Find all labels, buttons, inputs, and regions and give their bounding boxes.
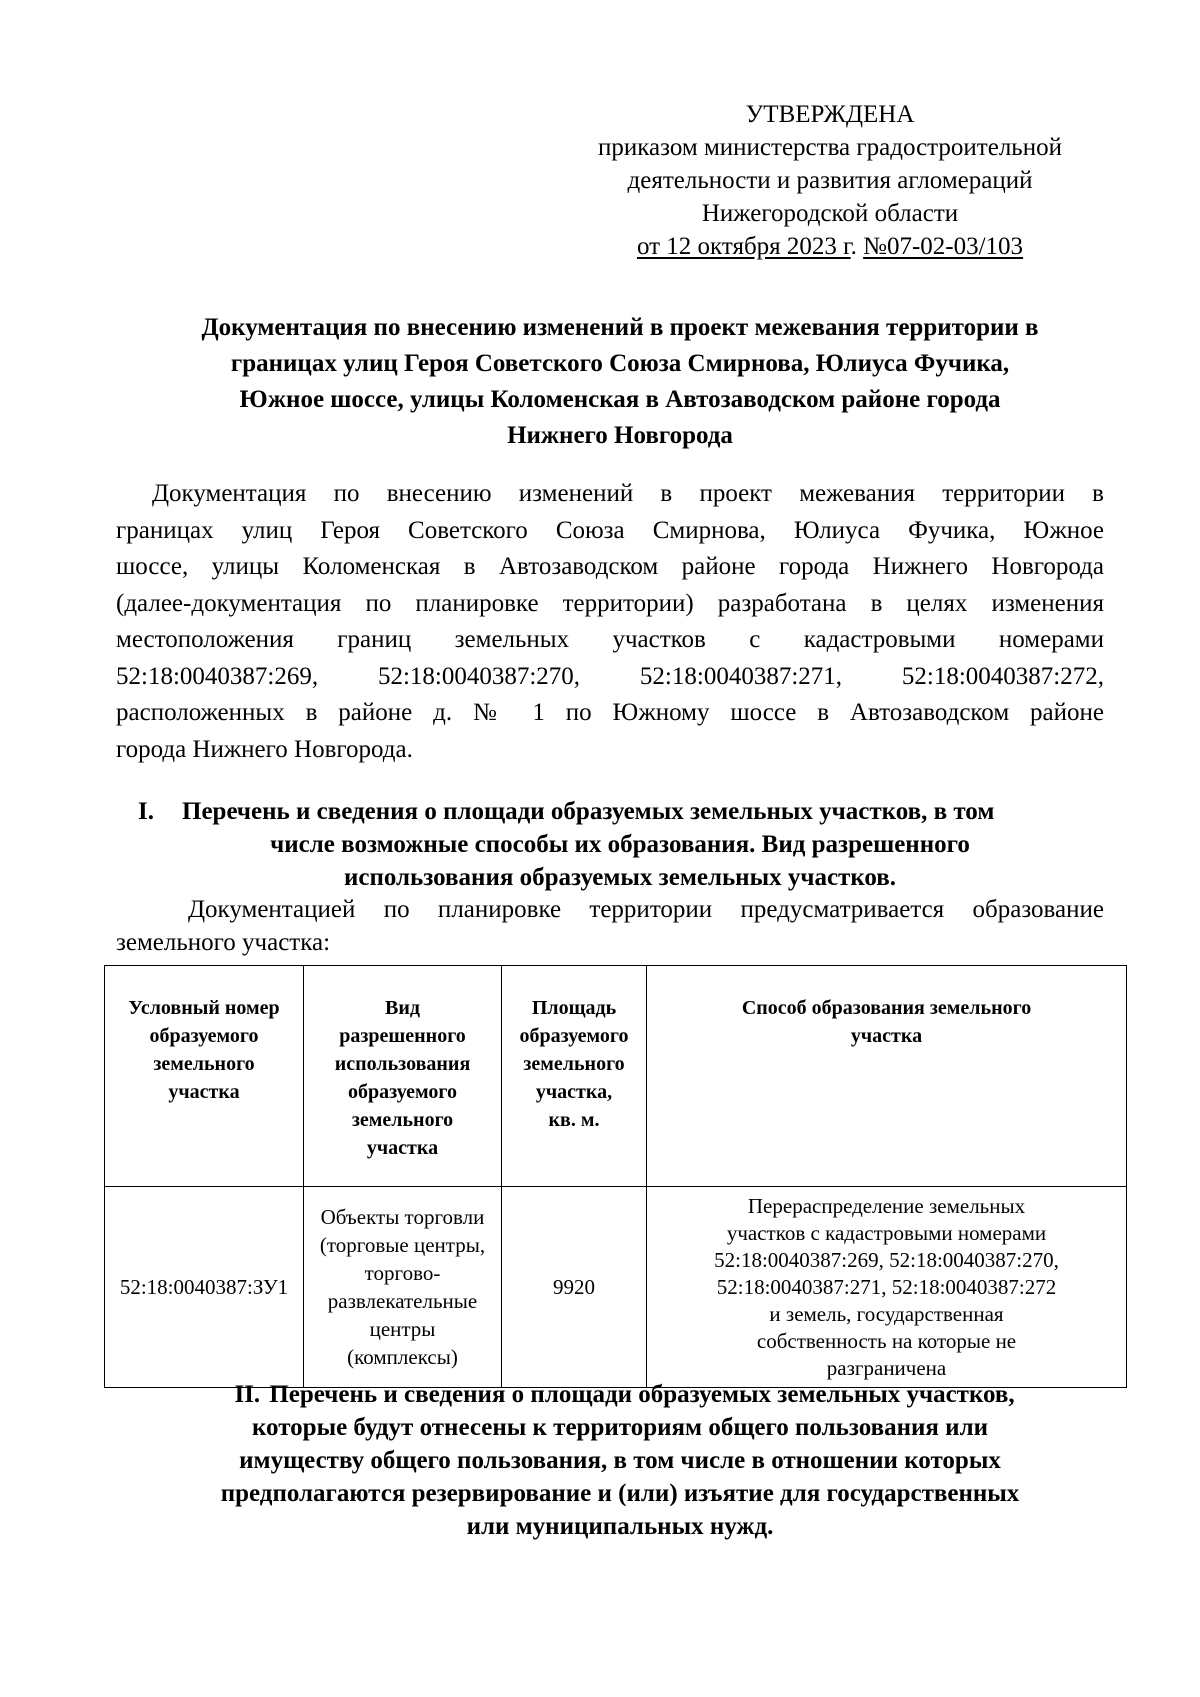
title-line: границах улиц Героя Советского Союза Смирнова, Юлиуса Фучика,: [230, 350, 1010, 377]
cell-permitted-use: [304, 1187, 502, 1388]
cell-plot-number: 52:18:0040387:ЗУ1: [105, 1187, 304, 1388]
table-row: [105, 1187, 1127, 1388]
intro-paragraph: [116, 476, 1104, 768]
cell-formation-method: [647, 1187, 1127, 1388]
header-text: Площадь: [531, 997, 617, 1019]
header-text: разрешенного: [339, 1025, 466, 1047]
intro-line: местоположения границ земельных участков с кадастровыми номерами: [116, 626, 1104, 653]
table-header-row: [105, 966, 1127, 1187]
header-text: участка: [850, 1025, 923, 1047]
title-line: Южное шоссе, улицы Коломенская в Автозаводском районе города: [239, 386, 1001, 413]
intro-line: (далее-документация по планировке территории) разработана в целях изменения: [116, 589, 1104, 617]
header-text: участка,: [535, 1081, 613, 1103]
section-1-heading-line: использования образуемых земельных участков.: [343, 864, 897, 891]
document-title: [130, 310, 1110, 454]
title-line: Документация по внесению изменений в проект межевания территории в: [201, 314, 1039, 341]
header-text: использования: [334, 1053, 471, 1075]
header-text: образуемого: [149, 1025, 259, 1047]
section-2-heading-line: предполагаются резервирование и (или) изъятие для государственных: [220, 1480, 1020, 1507]
header-text: кв. м.: [548, 1109, 600, 1131]
section-2-heading-line: [130, 1378, 1110, 1411]
title-line: Нижнего Новгорода: [507, 422, 733, 449]
cell-area: 9920: [502, 1187, 647, 1388]
cell-text: развлекательные: [327, 1289, 478, 1313]
section-2-heading-line: имуществу общего пользования, в том числе в отношении которых: [239, 1447, 1001, 1474]
cell-text: и земель, государственная: [769, 1302, 1004, 1326]
intro-line: города Нижнего Новгорода.: [116, 735, 413, 763]
header-text: образуемого: [519, 1025, 629, 1047]
section-1-numeral: I.: [138, 798, 154, 825]
approval-number: №07-02-03/103: [863, 233, 1024, 260]
approval-line: приказом министерства градостроительной: [598, 134, 1062, 161]
approval-block: [560, 98, 1100, 263]
approval-title: УТВЕРЖДЕНА: [745, 101, 915, 128]
header-text: участка: [366, 1137, 439, 1159]
cell-text: собственность на которые не: [756, 1329, 1017, 1353]
intro-line: границах улиц Героя Советского Союза Смирнова, Юлиуса Фучика, Южное: [116, 516, 1104, 544]
header-text: образуемого: [348, 1081, 457, 1103]
cell-text: торгово-: [364, 1261, 441, 1285]
header-formation-method: [647, 966, 1127, 1187]
section-2-heading: [130, 1378, 1110, 1543]
approval-date-separator: .: [850, 233, 864, 260]
section-1-heading: [130, 795, 1110, 894]
section-1-heading-line: числе возможные способы их образования. Вид разрешенного: [270, 831, 970, 858]
approval-date-line: [560, 230, 1100, 263]
approval-line: деятельности и развития агломераций: [627, 167, 1033, 194]
section-2-heading-line: или муниципальных нужд.: [466, 1513, 774, 1540]
header-text: Условный номер: [128, 997, 280, 1019]
intro-line: шоссе, улицы Коломенская в Автозаводском районе города Нижнего Новгорода: [116, 553, 1104, 580]
cell-text: 52:18:0040387:269, 52:18:0040387:270,: [714, 1248, 1059, 1272]
section-1-heading-text: Перечень и сведения о площади образуемых земельных участков, в том: [182, 798, 995, 825]
cell-text: Объекты торговли: [320, 1205, 485, 1229]
section-1-heading-line: [130, 795, 1110, 828]
section-2-heading-text: Перечень и сведения о площади образуемых земельных участков,: [269, 1381, 1015, 1408]
header-plot-number: [105, 966, 304, 1187]
intro-line: 52:18:0040387:269, 52:18:0040387:270, 52:18:0040387:271, 52:18:0040387:272,: [116, 662, 1104, 690]
approval-line: Нижегородской области: [701, 200, 959, 227]
header-text: участка: [168, 1081, 240, 1103]
intro-line: Документация по внесению изменений в проект межевания территории в: [152, 480, 1104, 507]
header-text: земельного: [523, 1053, 625, 1075]
section-1-text: [116, 893, 1104, 959]
cell-text: Перераспределение земельных: [747, 1194, 1026, 1218]
section-1-text-line: земельного участка:: [116, 929, 331, 956]
section-1-text-line: Документацией по планировке территории предусматривается образование: [188, 896, 1104, 923]
header-permitted-use: [304, 966, 502, 1187]
cell-text: (торговые центры,: [319, 1233, 486, 1257]
header-text: земельного: [351, 1109, 454, 1131]
cell-text: разграничена: [826, 1356, 947, 1380]
table: [104, 965, 1127, 1388]
intro-line: расположенных в районе д. № 1 по Южному шоссе в Автозаводском районе: [116, 699, 1104, 726]
cell-text: (комплексы): [347, 1345, 458, 1369]
land-plots-table: [104, 965, 1126, 1388]
cell-text: участков с кадастровыми номерами: [726, 1221, 1047, 1245]
section-2-numeral: II.: [234, 1381, 261, 1408]
header-text: земельного: [153, 1053, 255, 1075]
cell-text: центры: [369, 1317, 436, 1341]
header-area: [502, 966, 647, 1187]
header-text: Вид: [385, 997, 420, 1019]
header-text: Способ образования земельного: [741, 997, 1032, 1019]
section-2-heading-line: которые будут отнесены к территориям общего пользования или: [251, 1414, 989, 1441]
approval-date: от 12 октября 2023 г: [636, 233, 851, 260]
cell-text: 52:18:0040387:271, 52:18:0040387:272: [716, 1275, 1057, 1299]
